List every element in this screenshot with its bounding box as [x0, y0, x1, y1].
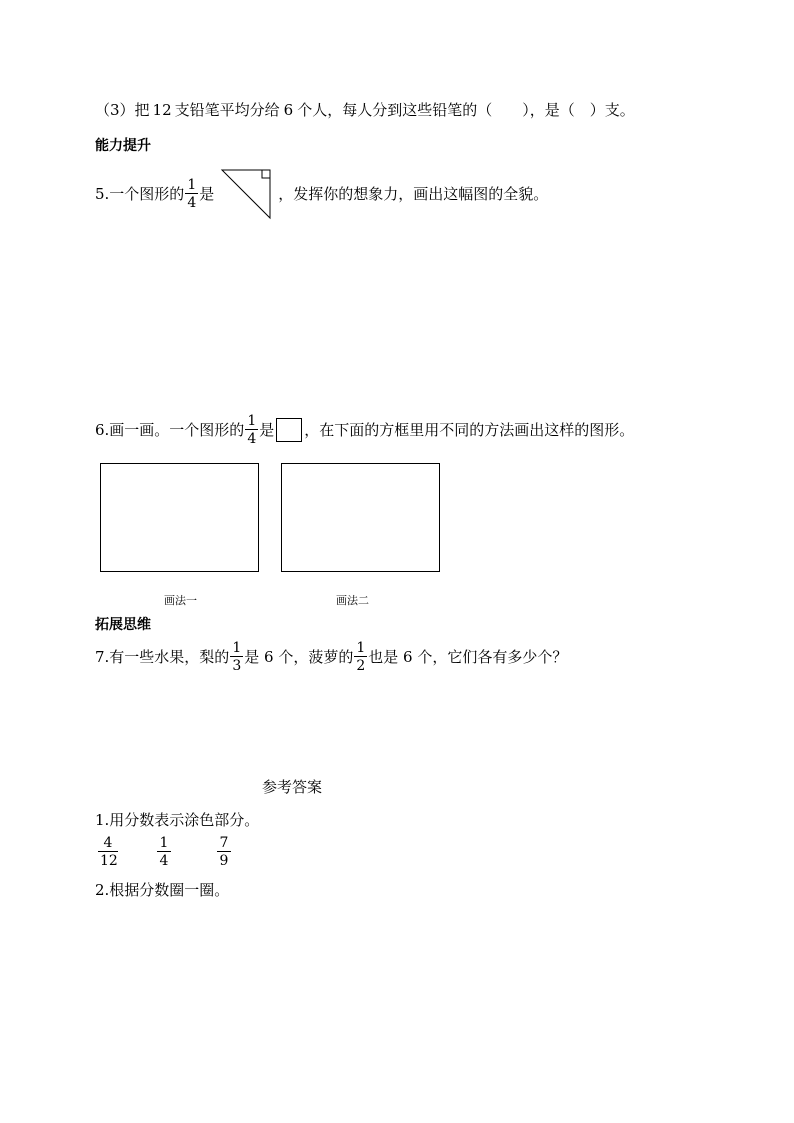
section-heading-extend: 拓展思维	[95, 617, 151, 633]
section-heading-ability: 能力提升	[95, 138, 151, 154]
drawing-box-method-2[interactable]	[281, 463, 440, 572]
answer-1-fractions	[97, 836, 232, 868]
answer-2-label: 2.根据分数圈一圈。	[95, 881, 230, 899]
triangle-icon	[218, 168, 274, 220]
question-6: 6.画一画。一个图形的 $\frac{1}{4}$ 是 ，在下面的方框里用不同的方法画出这样的图形。	[95, 413, 635, 447]
answer-blank-2[interactable]	[575, 101, 590, 119]
question-7: 7.有一些水果，梨的 $\frac{1}{3}$ 是 6 个，菠萝的 $\frac{1}{2}$ 也是 6 个，它们各有多少个？	[95, 640, 568, 674]
answer-1-label: 1.用分数表示涂色部分。	[95, 811, 260, 829]
question-5: 5.一个图形的 $\frac{1}{4}$ 是 ，发挥你的想象力，画出这幅图的全貌。	[95, 166, 548, 222]
caption-method-2: 画法二	[336, 594, 369, 607]
answer-fraction: $\frac{4}{12}$	[100, 835, 118, 869]
fraction-one-quarter: $\frac{1}{4}$	[247, 413, 257, 447]
drawing-box-method-1[interactable]	[100, 463, 259, 572]
answer-fraction: $\frac{7}{9}$	[217, 836, 231, 868]
answers-title: 参考答案	[262, 778, 323, 796]
square-figure	[276, 418, 302, 442]
answer-fraction: $\frac{1}{4}$	[157, 836, 171, 868]
caption-method-1: 画法一	[164, 594, 197, 607]
right-triangle-figure	[218, 168, 274, 220]
question-4-part-3: （3）把 12 支铅笔平均分给 6 个人，每人分到这些铅笔的（ ），是（ ）支。	[95, 101, 635, 119]
fraction-one-third: $\frac{1}{3}$	[232, 640, 242, 674]
fraction-one-half: $\frac{1}{2}$	[356, 640, 366, 674]
answer-blank-1[interactable]	[492, 101, 522, 119]
fraction-one-quarter: $\frac{1}{4}$	[187, 177, 197, 211]
